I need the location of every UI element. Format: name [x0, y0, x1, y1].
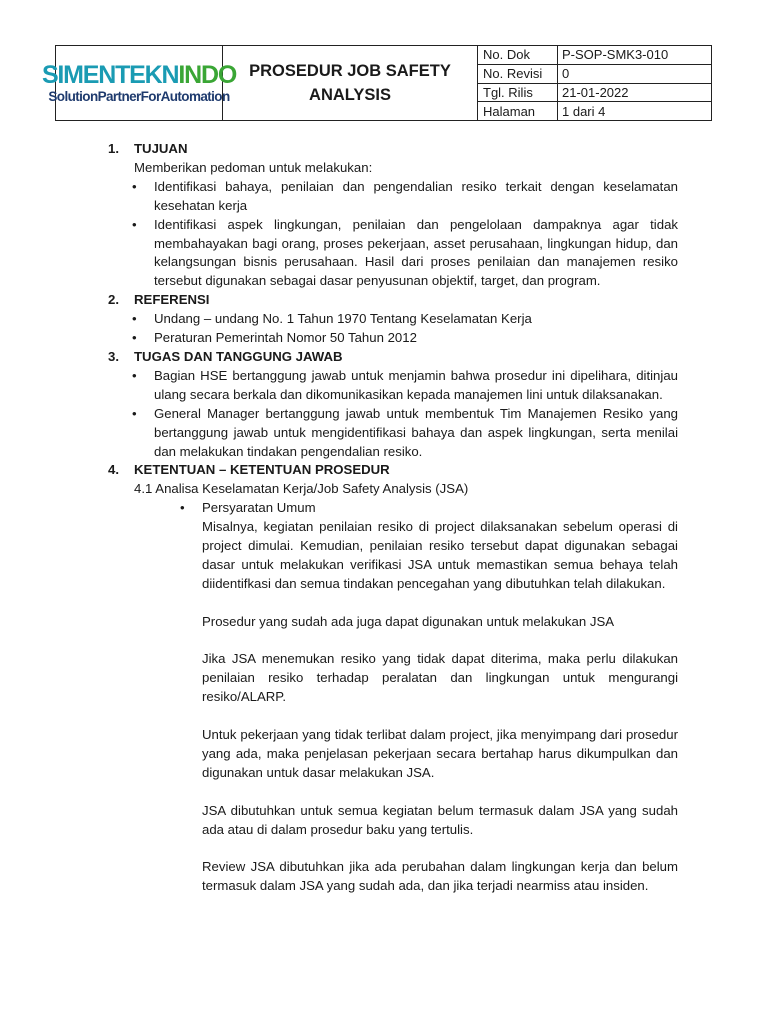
- logo-wordmark: SIMENTEKNINDO: [41, 61, 237, 89]
- subsection-heading-jsa: 4.1 Analisa Keselamatan Kerja/Job Safety Analysis (JSA): [134, 481, 469, 497]
- company-logo: [41, 46, 237, 120]
- list-item: • Identifikasi bahaya, penilaian dan pengendalian resiko terkait dengan keselamatan kesehatan kerja: [108, 178, 678, 216]
- bullet-icon: •: [180, 500, 185, 516]
- bullet-icon: •: [132, 330, 137, 346]
- paragraph: Review JSA dibutuhkan jika ada perubahan dalam lingkungan kerja dan belum termasuk dalam JSA yang sudah ada, dan jika terjadi nearmiss atau insiden.: [202, 859, 678, 894]
- bullet-icon: •: [132, 216, 137, 232]
- meta-row-release-date: Tgl. Rilis 21-01-2022: [478, 84, 711, 103]
- paragraph: Prosedur yang sudah ada juga dapat digunakan untuk melakukan JSA: [202, 613, 615, 629]
- list-item: • Undang – undang No. 1 Tahun 1970 Tentang Keselamatan Kerja: [108, 310, 678, 329]
- section-heading-tugas: 3. TUGAS DAN TANGGUNG JAWAB: [108, 348, 343, 364]
- paragraph: Untuk pekerjaan yang tidak terlibat dalam project, jika menyimpang dari prosedur yang ada, maka penjelasan pekerjaan secara bertahap harus dikumpulkan dan digunakan untuk dasar melakukan JSA.: [202, 727, 678, 780]
- list-item: • Bagian HSE bertanggung jawab untuk menjamin bahwa prosedur ini dipelihara, ditinjau ulang secara berkala dan dikomunikasikan kepada manajemen lini untuk dilaksanakan.: [108, 367, 678, 405]
- document-meta-table: [478, 46, 711, 120]
- document-header: [41, 45, 712, 121]
- paragraph: Jika JSA menemukan resiko yang tidak dapat diterima, maka perlu dilakukan penilaian resiko terhadap peralatan dan lingkungan untuk mengurangi resiko/ALARP.: [202, 651, 678, 705]
- list-item: • General Manager bertanggung jawab untuk membentuk Tim Manajemen Resiko yang bertanggung jawab untuk mengidentifikasi bahaya dan aspek lingkungan, serta menilai dan melakukan tindakan pengendalian resiko.: [108, 405, 678, 462]
- bullet-icon: •: [132, 367, 137, 383]
- bullet-icon: •: [132, 311, 137, 327]
- section-heading-referensi: 2. REFERENSI: [108, 292, 210, 308]
- section-heading-tujuan: 1. TUJUAN: [108, 141, 188, 156]
- logo-tagline: SolutionPartnerForAutomation: [48, 89, 230, 104]
- list-item: • Persyaratan Umum: [134, 499, 678, 518]
- meta-row-revision: No. Revisi 0: [478, 65, 711, 84]
- paragraph: JSA dibutuhkan untuk semua kegiatan belum termasuk dalam JSA yang sudah ada atau di dalam prosedur baku yang tertulis.: [202, 802, 678, 837]
- section-heading-ketentuan: 4. KETENTUAN – KETENTUAN PROSEDUR: [108, 462, 390, 478]
- bullet-icon: •: [132, 178, 137, 194]
- list-item: • Identifikasi aspek lingkungan, penilaian dan pengelolaan dampaknya agar tidak membahayakan bagi orang, proses pekerjaan, asset perusahaan, lingkungan hidup, dan kelangsungan bisnis perusahaan. Hasil dari proses penilaian dan manajemen resiko tersebut digunakan sebagai dasar penyusunan objektif, target, dan program.: [108, 216, 678, 292]
- meta-row-doc-number: No. Dok P-SOP-SMK3-010: [478, 46, 711, 65]
- list-item: • Peraturan Pemerintah Nomor 50 Tahun 2012: [108, 329, 678, 348]
- document-body: [108, 140, 678, 896]
- meta-row-page: Halaman 1 dari 4: [478, 102, 711, 120]
- section-intro: Memberikan pedoman untuk melakukan:: [134, 159, 373, 175]
- paragraph: Misalnya, kegiatan penilaian resiko di project dilaksanakan sebelum operasi di project dimulai. Kemudian, penilaian resiko tersebut dapat digunakan sebagai dasar untuk melakukan verifikasi JSA untuk memastikan semua behaya telah diidentifkasi dan semua tindakan pencegahan yang dibutuhkan telah dilakukan.: [202, 519, 678, 591]
- bullet-icon: •: [132, 405, 137, 421]
- document-title: PROSEDUR JOB SAFETY ANALYSIS: [223, 46, 478, 120]
